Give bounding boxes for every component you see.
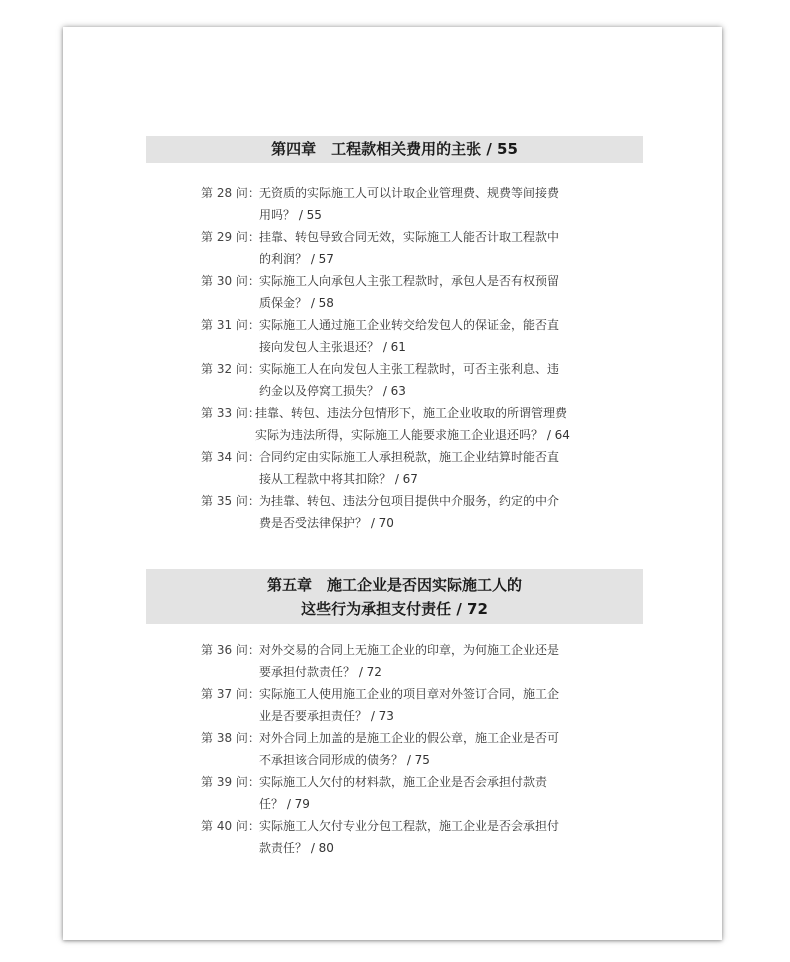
chapter-4-title: 第四章 工程款相关费用的主张 / 55	[271, 140, 518, 158]
toc-entry-q39[interactable]	[201, 772, 621, 815]
question-number: 第 29 问：	[201, 230, 260, 244]
question-number: 第 30 问：	[201, 274, 260, 288]
chapter-4-entry-list	[201, 183, 621, 535]
toc-entry-q28[interactable]	[201, 183, 621, 226]
question-number: 第 32 问：	[201, 362, 260, 376]
chapter-5-heading	[146, 569, 643, 624]
question-text: 实际施工人欠付专业分包工程款，施工企业是否会承担付 款责任？ / 80	[259, 819, 560, 855]
chapter-4-heading	[146, 136, 643, 163]
question-number: 第 36 问：	[201, 643, 260, 657]
chapter-5-entry-list	[201, 640, 621, 860]
question-text: 实际施工人使用施工企业的项目章对外签订合同，施工企 业是否要承担责任？ / 73	[259, 687, 560, 723]
toc-entry-q34[interactable]	[201, 447, 621, 490]
question-text: 实际施工人欠付的材料款，施工企业是否会承担付款责 任？ / 79	[259, 775, 548, 811]
question-number: 第 37 问：	[201, 687, 260, 701]
book-page	[63, 27, 722, 940]
question-text: 实际施工人向承包人主张工程款时，承包人是否有权预留 质保金？ / 58	[259, 274, 560, 310]
question-text: 对外交易的合同上无施工企业的印章，为何施工企业还是 要承担付款责任？ / 72	[259, 643, 560, 679]
chapter-5-title-line-1: 第五章 施工企业是否因实际施工人的	[266, 576, 522, 594]
question-text: 挂靠、转包、违法分包情形下，施工企业收取的所谓管理费 实际为违法所得，实际施工人能要求施工企业退还吗？ / 64	[255, 406, 570, 442]
toc-entry-q37[interactable]	[201, 684, 621, 727]
question-number: 第 31 问：	[201, 318, 260, 332]
question-number: 第 35 问：	[201, 494, 260, 508]
question-text: 无资质的实际施工人可以计取企业管理费、规费等间接费 用吗？ / 55	[259, 186, 560, 222]
question-number: 第 39 问：	[201, 775, 260, 789]
question-text: 为挂靠、转包、违法分包项目提供中介服务，约定的中介 费是否受法律保护？ / 70	[259, 494, 560, 530]
question-text: 挂靠、转包导致合同无效，实际施工人能否计取工程款中 的利润？ / 57	[259, 230, 560, 266]
toc-entry-q31[interactable]	[201, 315, 621, 358]
toc-entry-q35[interactable]	[201, 491, 621, 534]
question-number: 第 34 问：	[201, 450, 260, 464]
question-text: 实际施工人通过施工企业转交给发包人的保证金，能否直 接向发包人主张退还？ / 61	[259, 318, 560, 354]
question-number: 第 40 问：	[201, 819, 260, 833]
toc-entry-q30[interactable]	[201, 271, 621, 314]
question-number: 第 33 问：	[201, 406, 260, 420]
toc-entry-q40[interactable]	[201, 816, 621, 859]
question-text: 实际施工人在向发包人主张工程款时，可否主张利息、违 约金以及停窝工损失？ / 63	[259, 362, 560, 398]
question-number: 第 28 问：	[201, 186, 260, 200]
toc-entry-q38[interactable]	[201, 728, 621, 771]
toc-entry-q36[interactable]	[201, 640, 621, 683]
toc-entry-q29[interactable]	[201, 227, 621, 270]
question-text: 合同约定由实际施工人承担税款，施工企业结算时能否直 接从工程款中将其扣除？ / 67	[259, 450, 560, 486]
chapter-5-title-line-2: 这些行为承担支付责任 / 72	[301, 600, 488, 618]
question-text: 对外合同上加盖的是施工企业的假公章，施工企业是否可 不承担该合同形成的债务？ / 75	[259, 731, 560, 767]
question-number: 第 38 问：	[201, 731, 260, 745]
toc-entry-q32[interactable]	[201, 359, 621, 402]
toc-entry-q33[interactable]	[201, 403, 621, 446]
